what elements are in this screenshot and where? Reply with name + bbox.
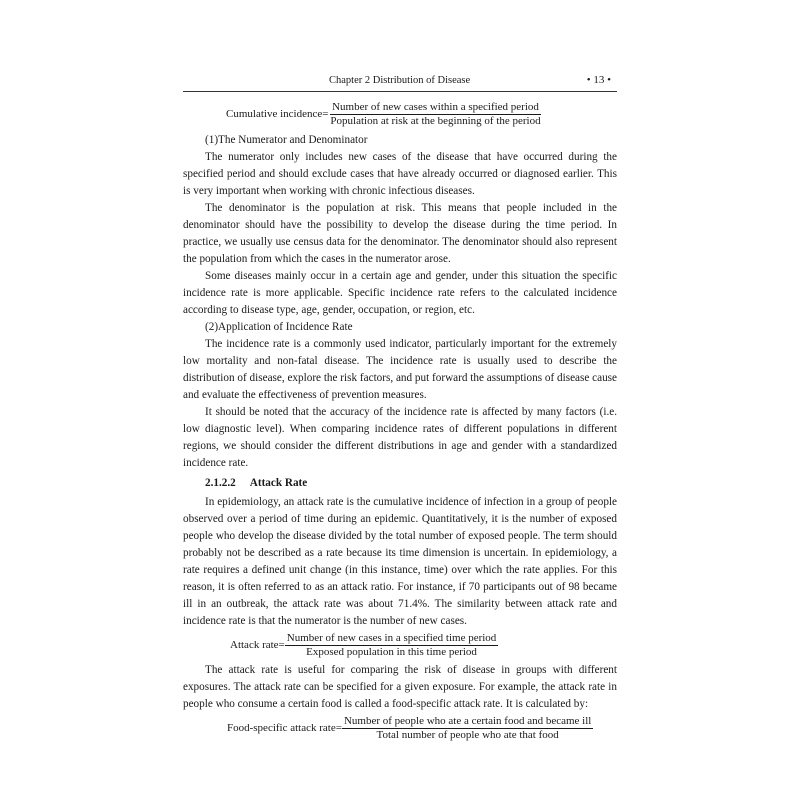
- paragraph-specific-incidence: Some diseases mainly occur in a certain age and gender, under this situation the specific incidence rate is more applicable. Specific incidence rate refers to the calculated incidence according to disease type, age, gender, occupation, or region, etc.: [183, 270, 617, 316]
- cumulative-incidence-formula: [183, 101, 617, 128]
- formula-lhs: Attack rate=: [230, 639, 285, 651]
- formula-fraction: [285, 632, 499, 659]
- paragraph-attack-rate-usage: The attack rate is useful for comparing the risk of disease in groups with different exposures. The attack rate can be specified for a given exposure. For example, the attack rate in people who consume a certain food is called a food-specific attack rate. It is calculated by:: [183, 664, 617, 710]
- formula-numerator: Number of people who ate a certain food and became ill: [343, 715, 592, 727]
- attack-rate-formula: [183, 632, 617, 659]
- subheading-numerator-denominator: (1)The Numerator and Denominator: [205, 134, 368, 146]
- running-header: [183, 73, 617, 92]
- page-body: [183, 101, 617, 742]
- paragraph-application: The incidence rate is a commonly used indicator, particularly important for the extremely low mortality and non-fatal disease. The incidence rate is usually used to describe the distribution of disease, explore the risk factors, and put forward the assumptions of disease cause and evaluate the effectiveness of prevention measures.: [183, 338, 617, 401]
- formula-denominator: Total number of people who ate that food: [376, 729, 559, 741]
- paragraph-accuracy: It should be noted that the accuracy of the incidence rate is affected by many factors (i.e. low diagnostic level). When comparing incidence rates of different populations in different regions, we should consider the different distributions in age and gender with a standardized incidence rate.: [183, 406, 617, 469]
- section-title: Attack Rate: [249, 477, 308, 489]
- formula-numerator: Number of new cases in a specified time period: [286, 632, 497, 644]
- paragraph-numerator: The numerator only includes new cases of the disease that have occurred during the specified period and should exclude cases that have already occurred or diagnosed earlier. This is very important when working with chronic infectious diseases.: [183, 151, 617, 197]
- formula-denominator: Population at risk at the beginning of the period: [330, 115, 541, 127]
- formula-numerator: Number of new cases within a specified period: [332, 101, 539, 113]
- food-specific-attack-rate-formula: [183, 715, 617, 742]
- paragraph-denominator: The denominator is the population at risk. This means that people included in the denominator should have the possibility to develop the disease during the time period. In practice, we usually use census data for the denominator. The denominator should also represent the population from which the cases in the numerator arose.: [183, 202, 617, 265]
- chapter-title: Chapter 2 Distribution of Disease: [329, 75, 471, 86]
- formula-denominator: Exposed population in this time period: [306, 646, 477, 658]
- subheading-application: (2)Application of Incidence Rate: [205, 321, 353, 333]
- paragraph-attack-rate-definition: In epidemiology, an attack rate is the cumulative incidence of infection in a group of people observed over a period of time during an epidemic. Quantitatively, it is the number of exposed people who develop the disease divided by the total number of exposed people. The term should probably not be described as a rate because its time dimension is uncertain. In epidemiology, a rate requires a defined unit change (in this instance, time) over which the rate applies. For this reason, it is often referred to as an attack ratio. For instance, if 70 participants out of 98 became ill in an outbreak, the attack rate was about 71.4%. The similarity between attack rate and incidence rate is that the numerator is the number of new cases.: [183, 496, 617, 627]
- section-heading-attack-rate: [183, 475, 617, 492]
- formula-fraction: [342, 715, 593, 742]
- page-number: • 13 •: [586, 74, 611, 86]
- formula-lhs: Cumulative incidence=: [226, 108, 329, 120]
- formula-fraction: [328, 101, 542, 128]
- formula-lhs: Food-specific attack rate=: [227, 722, 342, 734]
- section-number: 2.1.2.2: [205, 477, 236, 489]
